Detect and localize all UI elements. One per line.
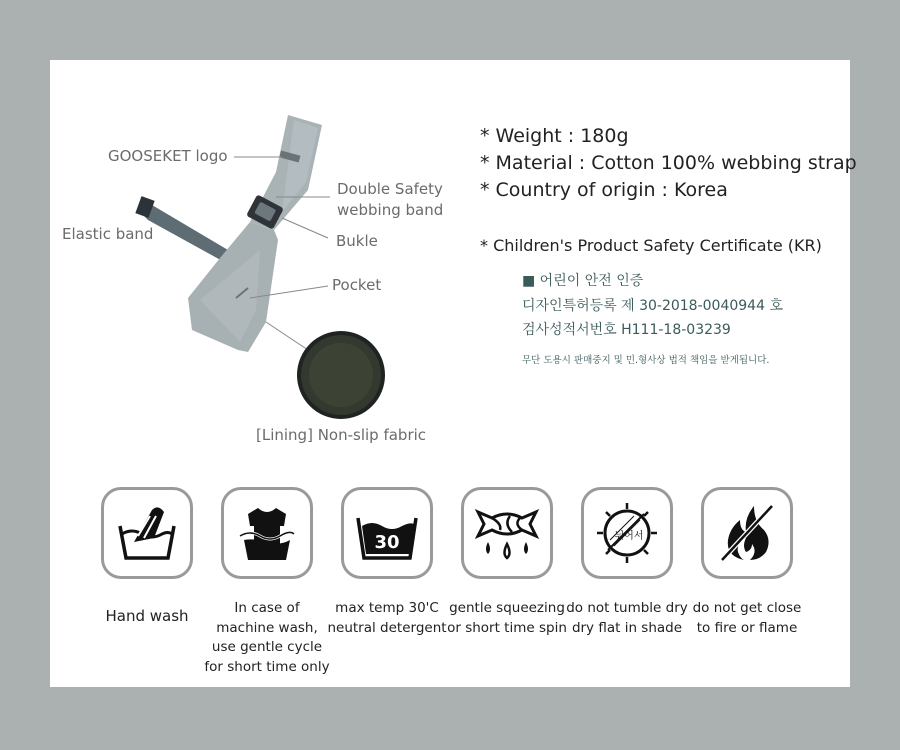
hand-wash-icon bbox=[101, 487, 193, 579]
caption-hand-wash: Hand wash bbox=[105, 607, 189, 625]
korean-report-line: 검사성적서번호 H111-18-03239 bbox=[522, 322, 731, 338]
no-tumble-dry-icon-text: 뉘어서 bbox=[614, 531, 644, 542]
pocket-callout: Pocket bbox=[332, 276, 382, 294]
korean-warning-line: 무단 도용시 판매중지 및 민.형사상 법적 책임을 받게됩니다. bbox=[522, 355, 770, 366]
spec-certificate: * Children's Product Safety Certificate (KR) bbox=[480, 236, 822, 255]
caption-gentle-wash: In case of machine wash, use gentle cycle for short time only bbox=[204, 600, 330, 675]
no-fire-icon bbox=[701, 487, 793, 579]
no-tumble-dry-icon bbox=[581, 487, 673, 579]
spec-weight: * Weight : 180g bbox=[480, 125, 629, 147]
spec-material: * Material : Cotton 100% webbing strap bbox=[480, 152, 857, 174]
spec-origin: * Country of origin : Korea bbox=[480, 179, 728, 201]
wash-30-icon bbox=[341, 487, 433, 579]
caption-no-tumble-dry: do not tumble dry dry flat in shade bbox=[566, 600, 688, 636]
double-safety-callout: Double Safety bbox=[337, 180, 443, 198]
caption-no-fire: do not get close to fire or flame bbox=[692, 600, 802, 636]
bukle-callout: Bukle bbox=[336, 232, 378, 250]
product-info-card bbox=[50, 60, 857, 687]
lining-callout: [Lining] Non-slip fabric bbox=[256, 426, 427, 444]
caption-gentle-squeeze: gentle squeezing or short time spin bbox=[447, 600, 567, 636]
webbing-band-callout: webbing band bbox=[337, 201, 444, 219]
korean-safety-line: ■ 어린이 안전 인증 bbox=[522, 273, 644, 289]
korean-patent-line: 디자인특허등록 제 30-2018-0040944 호 bbox=[522, 298, 783, 314]
caption-wash-30: max temp 30'C neutral detergent bbox=[327, 600, 447, 636]
logo-callout: GOOSEKET logo bbox=[108, 147, 228, 165]
wash-30-icon-text: 30 bbox=[374, 532, 400, 553]
gentle-wash-icon bbox=[221, 487, 313, 579]
elastic-band-callout: Elastic band bbox=[62, 225, 154, 243]
gentle-squeeze-icon bbox=[461, 487, 553, 579]
